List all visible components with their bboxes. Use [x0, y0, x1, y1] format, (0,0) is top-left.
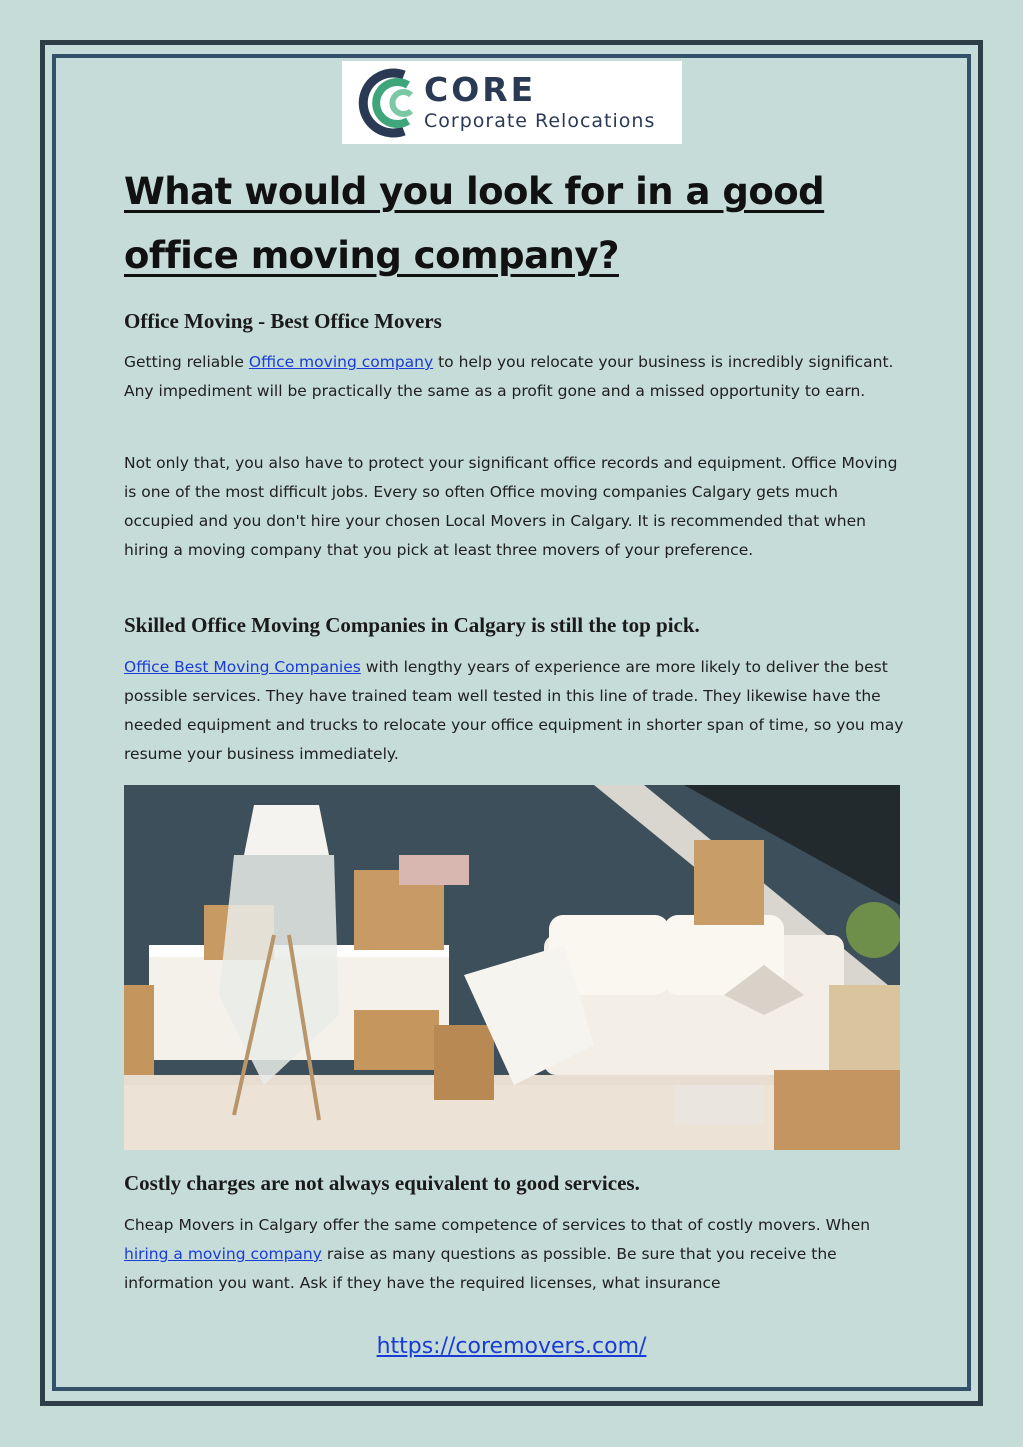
- logo-subtitle: Corporate Relocations: [424, 110, 656, 132]
- paragraph-text: Cheap Movers in Calgary offer the same competence of services to that of costly movers. When: [124, 1216, 871, 1234]
- paragraph-text: to help you relocate your business is incredibly significant. Any impediment will be practically the same as a profit gone and a missed opportunity to earn.: [124, 353, 894, 400]
- hiring-a-moving-company-link[interactable]: hiring a moving company: [124, 1245, 322, 1263]
- core-c-logo-icon: [346, 67, 422, 139]
- paragraph-text: Getting reliable: [124, 353, 249, 371]
- section-heading-costly-charges: Costly charges are not always equivalent to good services.: [124, 1171, 640, 1195]
- paragraph-cheap-movers: [124, 1211, 904, 1298]
- footer-website-link[interactable]: https://coremovers.com/: [376, 1334, 647, 1359]
- office-best-moving-companies-link[interactable]: Office Best Moving Companies: [124, 658, 361, 676]
- paragraph-text: with lengthy years of experience are more likely to deliver the best possible services. They have trained team well tested in this line of trade. They likewise have the needed equipment and trucks to relocate your office equipment in shorter span of time, so you may resume your business immediately.: [124, 658, 904, 763]
- section-heading-office-moving: Office Moving - Best Office Movers: [124, 309, 442, 333]
- moving-room-photo: [124, 785, 900, 1150]
- paragraph-reliable-company: [124, 348, 904, 406]
- logo-wordmark: CORE: [424, 70, 537, 109]
- paragraph-protect-records: Not only that, you also have to protect your significant office records and equipment. Office Moving is one of the most difficult jobs. Every so often Office moving companies Calgary gets much occupied and you don't hire your chosen Local Movers in Calgary. It is recommended that when hiring a moving company that you pick at least three movers of your preference.: [124, 454, 898, 559]
- paragraph-experience: [124, 653, 904, 769]
- office-moving-company-link[interactable]: Office moving company: [248, 353, 434, 371]
- page-title: What would you look for in a good office moving company?: [124, 170, 825, 277]
- company-logo: [342, 61, 682, 144]
- paragraph-text: raise as many questions as possible. Be sure that you receive the information you want. Ask if they have the required licenses, what insurance: [124, 1245, 837, 1292]
- section-heading-skilled-companies: Skilled Office Moving Companies in Calgary is still the top pick.: [124, 613, 700, 637]
